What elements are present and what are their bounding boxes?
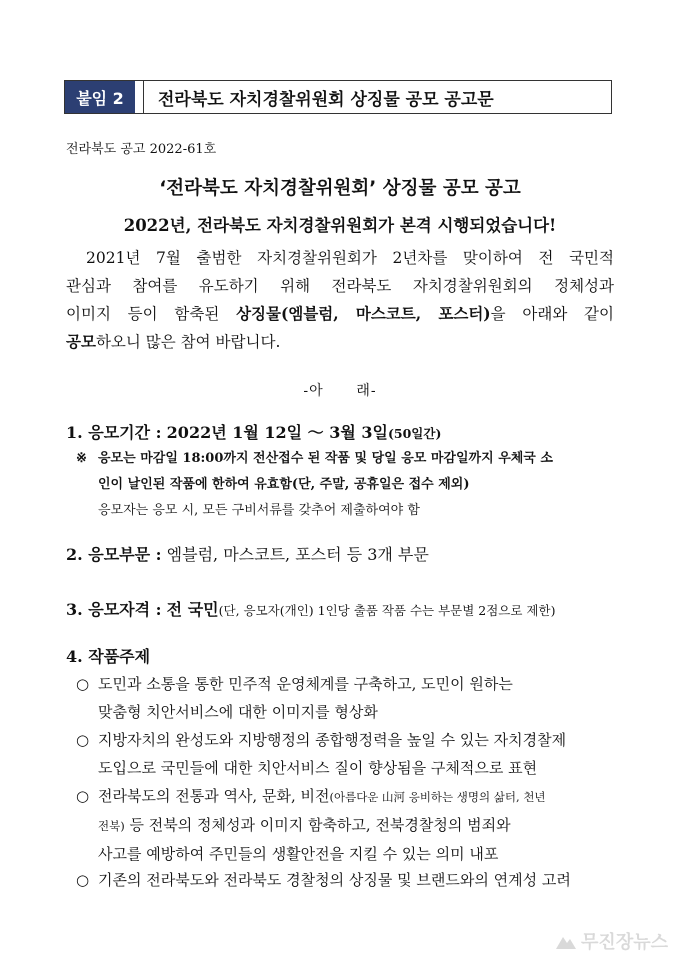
section-extra: (단, 응모자(개인) 1인당 출품 작품 수는 부문별 2점으로 제한)	[218, 603, 556, 618]
period-note	[76, 446, 616, 524]
theme-line: 기존의 전라북도와 전라북도 경찰청의 상징물 및 브랜드와의 연계성 고려	[98, 871, 571, 889]
header-divider	[135, 81, 144, 113]
theme-text: 전라북도의 전통과 역사, 문화, 비전	[98, 787, 330, 805]
headline: 2022년, 전라북도 자치경찰위원회가 본격 시행되었습니다!	[123, 216, 557, 235]
section-label: 1. 응모기간 :	[66, 423, 162, 442]
intro-paragraph	[66, 244, 614, 356]
intro-line	[66, 300, 614, 328]
intro-text: 하오니 많은 참여 바랍니다.	[95, 333, 281, 351]
section-label: 2. 응모부문 :	[66, 545, 162, 564]
theme-text: 등 전북의 정체성과 이미지 함축하고, 전북경찰청의 범죄와	[124, 816, 511, 834]
theme-line	[98, 811, 616, 840]
theme-line: 도민과 소통을 통한 민주적 운영체계를 구축하고, 도민이 원하는	[98, 675, 513, 693]
note-line: 인이 날인된 작품에 한하여 유효함(단, 주말, 공휴일은 접수 제외)	[98, 477, 470, 492]
theme-item	[76, 726, 616, 782]
circle-bullet-icon: ○	[76, 787, 90, 805]
section-label: 3. 응모자격 :	[66, 600, 162, 619]
theme-item	[76, 670, 616, 726]
section-value: 전 국민	[166, 600, 219, 619]
section-eligibility	[66, 597, 555, 620]
theme-item	[76, 782, 616, 868]
intro-bold-text: 공모	[66, 332, 96, 351]
watermark-text: 무진장뉴스	[581, 932, 668, 953]
note-line: 응모는 마감일 18:00까지 전산접수 된 작품 및 당일 응모 마감일까지 우체국 소	[98, 451, 553, 466]
section-label: 4. 작품주제	[66, 647, 151, 666]
section-extra: (50일간)	[388, 426, 442, 441]
intro-bold-text: 상징물(엠블럼, 마스코트, 포스터)	[236, 304, 491, 323]
attachment-tag: 붙임 2	[65, 81, 135, 113]
theme-small-text: 전북)	[98, 819, 125, 833]
note-line: 응모자는 응모 시, 모든 구비서류를 갖추어 제출하여야 함	[98, 503, 420, 518]
news-watermark	[555, 928, 668, 954]
attachment-header	[64, 80, 612, 114]
reference-mark-icon: ※	[76, 451, 87, 466]
circle-bullet-icon: ○	[76, 871, 90, 889]
section-value: 엠블럼, 마스코트, 포스터 등 3개 부문	[166, 545, 429, 564]
theme-line: 도입으로 국민들에 대한 치안서비스 질이 향상됨을 구체적으로 표현	[98, 759, 538, 777]
below-marker	[0, 380, 680, 400]
section-category	[66, 542, 429, 565]
attachment-title: 전라북도 자치경찰위원회 상징물 공모 공고문	[158, 89, 494, 110]
intro-line: 2021년 7월 출범한 자치경찰위원회가 2년차를 맞이하여 전 국민적	[86, 249, 614, 267]
theme-line: 지방자치의 완성도와 지방행정의 종합행정력을 높일 수 있는 자치경찰제	[98, 731, 567, 749]
intro-text: 을 아래와 같이	[490, 305, 614, 323]
intro-text: 이미지 등이 함축된	[66, 305, 237, 323]
mountain-logo-icon	[555, 932, 577, 950]
intro-line: 관심과 참여를 유도하기 위해 전라북도 자치경찰위원회의 정체성과	[66, 277, 614, 295]
section-period	[66, 420, 441, 443]
notice-number: 전라북도 공고 2022-61호	[66, 142, 217, 157]
theme-line: 맞춤형 치안서비스에 대한 이미지를 형상화	[98, 703, 378, 721]
theme-line: 사고를 예방하여 주민들의 생활안전을 지킬 수 있는 의미 내포	[98, 845, 499, 863]
section-value: 2022년 1월 12일 ～ 3월 3일	[166, 423, 388, 442]
below-marker-text: -아 래-	[303, 383, 377, 399]
circle-bullet-icon: ○	[76, 675, 90, 693]
section-theme	[66, 644, 150, 667]
circle-bullet-icon: ○	[76, 731, 90, 749]
intro-line	[66, 328, 614, 356]
theme-item	[76, 866, 616, 894]
theme-small-text: (아름다운 山河 응비하는 생명의 삶터, 천년	[329, 790, 546, 804]
theme-line	[98, 782, 616, 811]
document-title: ‘전라북도 자치경찰위원회’ 상징물 공모 공고	[159, 178, 521, 199]
